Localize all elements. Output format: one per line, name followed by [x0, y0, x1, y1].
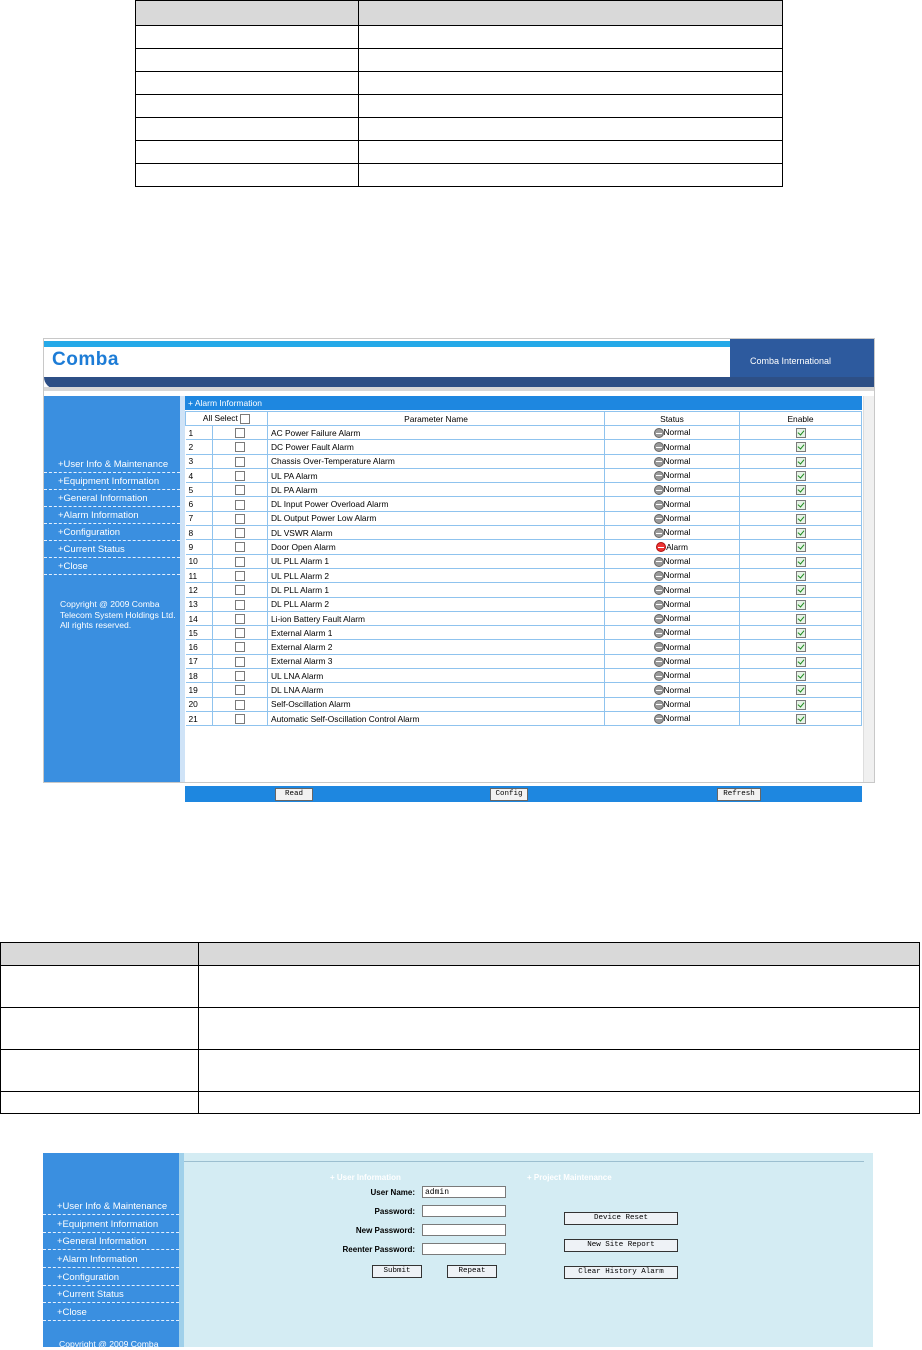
alarm-number: 7 — [186, 511, 213, 525]
normal-status-icon — [654, 700, 664, 710]
comba-logo: Comba — [52, 349, 119, 370]
sidebar-item-equipment[interactable]: +Equipment Information — [43, 1216, 179, 1233]
alarm-status: Normal — [663, 584, 691, 595]
normal-status-icon — [654, 557, 664, 567]
username-input[interactable]: admin — [422, 1186, 506, 1198]
sidebar-item-configuration[interactable]: +Configuration — [44, 524, 180, 541]
alarm-row — [186, 468, 862, 482]
alarm-select-checkbox[interactable] — [235, 528, 245, 538]
normal-status-icon — [654, 628, 664, 638]
normal-status-icon — [654, 428, 664, 438]
alarm-name: DC Power Fault Alarm — [268, 440, 605, 454]
alarm-status: Normal — [663, 527, 691, 538]
action-bar — [185, 786, 862, 802]
alarm-select-checkbox[interactable] — [235, 585, 245, 595]
clear-history-alarm-button[interactable]: Clear History Alarm — [564, 1266, 678, 1279]
alarm-select-checkbox[interactable] — [235, 642, 245, 652]
alarm-select-checkbox[interactable] — [235, 442, 245, 452]
normal-status-icon — [654, 585, 664, 595]
alarm-select-checkbox[interactable] — [235, 671, 245, 681]
normal-status-icon — [654, 514, 664, 524]
normal-status-icon — [654, 528, 664, 538]
alarm-row — [186, 426, 862, 440]
alarm-row — [186, 611, 862, 625]
alarm-name: Chassis Over-Temperature Alarm — [268, 454, 605, 468]
alarm-number: 21 — [186, 711, 213, 725]
alarm-status: Normal — [663, 498, 691, 509]
alarm-number: 3 — [186, 454, 213, 468]
alarm-name: External Alarm 2 — [268, 640, 605, 654]
normal-status-icon — [654, 714, 664, 724]
alarm-number: 12 — [186, 583, 213, 597]
username-label: User Name: — [370, 1188, 415, 1197]
alarm-status: Normal — [663, 627, 691, 638]
normal-status-icon — [654, 657, 664, 667]
all-select-checkbox[interactable] — [240, 414, 250, 424]
enable-checkbox[interactable] — [796, 671, 806, 681]
sidebar-2 — [43, 1153, 179, 1347]
normal-status-icon — [654, 457, 664, 467]
sidebar-item-configuration[interactable]: +Configuration — [43, 1269, 179, 1286]
alarm-row — [186, 511, 862, 525]
enable-checkbox[interactable] — [796, 557, 806, 567]
normal-status-icon — [654, 571, 664, 581]
reenter-password-label: Reenter Password: — [342, 1245, 415, 1254]
alarm-number: 15 — [186, 626, 213, 640]
alarm-name: AC Power Failure Alarm — [268, 426, 605, 440]
alarm-number: 16 — [186, 640, 213, 654]
alarm-status: Normal — [663, 684, 691, 695]
alarm-name: DL PA Alarm — [268, 483, 605, 497]
alarm-status: Normal — [663, 513, 691, 524]
submit-button[interactable]: Submit — [372, 1265, 422, 1278]
alarm-number: 20 — [186, 697, 213, 711]
alarm-number: 18 — [186, 669, 213, 683]
alarm-row — [186, 640, 862, 654]
refresh-button[interactable]: Refresh — [717, 788, 761, 801]
normal-status-icon — [654, 685, 664, 695]
alarm-status: Normal — [663, 455, 691, 466]
new-site-report-button[interactable]: New Site Report — [564, 1239, 678, 1252]
password-label: Password: — [374, 1207, 415, 1216]
corner-banner: Comba International — [730, 339, 874, 379]
alarm-select-checkbox[interactable] — [235, 714, 245, 724]
enable-checkbox[interactable] — [796, 500, 806, 510]
alarm-status: Normal — [663, 698, 691, 709]
enable-checkbox[interactable] — [796, 685, 806, 695]
alarm-number: 8 — [186, 526, 213, 540]
sidebar-item-general[interactable]: +General Information — [44, 490, 180, 507]
enable-checkbox[interactable] — [796, 485, 806, 495]
enable-checkbox[interactable] — [796, 700, 806, 710]
alarm-name: UL PLL Alarm 2 — [268, 568, 605, 582]
sidebar-item-close[interactable]: +Close — [43, 1304, 179, 1321]
alarm-select-checkbox[interactable] — [235, 500, 245, 510]
alarm-row — [186, 711, 862, 725]
sidebar-item-status[interactable]: +Current Status — [43, 1286, 179, 1303]
enable-checkbox[interactable] — [796, 642, 806, 652]
sidebar-item-user-info[interactable]: +User Info & Maintenance — [44, 456, 180, 473]
user-info-heading: + User Information — [330, 1173, 401, 1182]
alarm-status: Normal — [663, 656, 691, 666]
alarm-table — [185, 411, 862, 726]
alarm-select-checkbox[interactable] — [235, 542, 245, 552]
copyright: Copyright @ 2009 Comba Telecom System Holdings Ltd. All rights reserved. — [60, 599, 176, 630]
enable-checkbox[interactable] — [796, 471, 806, 481]
middle-table — [0, 942, 920, 1114]
normal-status-icon — [654, 671, 664, 681]
status-header: Status — [605, 412, 740, 426]
alarm-name: Door Open Alarm — [268, 540, 605, 554]
new-password-label: New Password: — [355, 1226, 415, 1235]
sidebar-item-alarm[interactable]: +Alarm Information — [44, 507, 180, 524]
alarm-status: Alarm — [666, 541, 688, 552]
alarm-status: Normal — [663, 670, 691, 681]
sidebar-item-status[interactable]: +Current Status — [44, 541, 180, 558]
alarm-row — [186, 697, 862, 711]
sidebar-item-close[interactable]: +Close — [44, 558, 180, 575]
alarm-name: DL Input Power Overload Alarm — [268, 497, 605, 511]
alarm-select-checkbox[interactable] — [235, 700, 245, 710]
alarm-status: Normal — [663, 613, 691, 624]
alarm-number: 11 — [186, 568, 213, 582]
normal-status-icon — [654, 485, 664, 495]
alarm-row — [186, 454, 862, 468]
alarm-status: Normal — [663, 641, 691, 652]
panel-title: + Alarm Information — [185, 396, 862, 410]
reenter-password-input[interactable] — [422, 1243, 506, 1255]
alarm-row — [186, 669, 862, 683]
sidebar-item-user-info[interactable]: +User Info & Maintenance — [43, 1198, 179, 1215]
alarm-row — [186, 540, 862, 554]
enable-checkbox[interactable] — [796, 442, 806, 452]
enable-checkbox[interactable] — [796, 457, 806, 467]
alarm-select-checkbox[interactable] — [235, 600, 245, 610]
alarm-select-checkbox[interactable] — [235, 657, 245, 667]
alarm-name: External Alarm 3 — [268, 654, 605, 668]
alarm-status: Normal — [663, 470, 691, 481]
enable-checkbox[interactable] — [796, 614, 806, 624]
alarm-select-checkbox[interactable] — [235, 571, 245, 581]
alarm-select-checkbox[interactable] — [235, 614, 245, 624]
alarm-number: 6 — [186, 497, 213, 511]
alarm-number: 13 — [186, 597, 213, 611]
alarm-number: 17 — [186, 654, 213, 668]
enable-checkbox[interactable] — [796, 571, 806, 581]
alarm-select-checkbox[interactable] — [235, 514, 245, 524]
normal-status-icon — [654, 614, 664, 624]
alarm-number: 4 — [186, 468, 213, 482]
alarm-status: Normal — [663, 441, 691, 452]
alarm-select-checkbox[interactable] — [235, 557, 245, 567]
copyright-partial: Copyright @ 2009 Comba — [59, 1339, 159, 1349]
alarm-number: 9 — [186, 540, 213, 554]
alarm-number: 14 — [186, 611, 213, 625]
enable-checkbox[interactable] — [796, 514, 806, 524]
alarm-number: 19 — [186, 683, 213, 697]
alarm-select-checkbox[interactable] — [235, 628, 245, 638]
alarm-status: Normal — [663, 713, 691, 724]
maintenance-screen — [43, 1153, 873, 1347]
alarm-select-checkbox[interactable] — [235, 428, 245, 438]
alarm-select-checkbox[interactable] — [235, 471, 245, 481]
enable-checkbox[interactable] — [796, 542, 806, 552]
alarm-row — [186, 683, 862, 697]
sidebar-item-equipment[interactable]: +Equipment Information — [44, 473, 180, 490]
new-password-input[interactable] — [422, 1224, 506, 1236]
alarm-row — [186, 583, 862, 597]
enable-checkbox[interactable] — [796, 714, 806, 724]
repeat-button[interactable]: Repeat — [447, 1265, 497, 1278]
alarm-name: DL LNA Alarm — [268, 683, 605, 697]
alarm-row — [186, 497, 862, 511]
top-table — [135, 0, 783, 187]
config-button[interactable]: Config — [490, 788, 528, 801]
alarm-number: 5 — [186, 483, 213, 497]
alarm-name: UL PA Alarm — [268, 468, 605, 482]
sidebar-item-general[interactable]: +General Information — [43, 1233, 179, 1250]
scrollbar[interactable] — [863, 396, 874, 782]
alarm-status: Normal — [663, 598, 691, 609]
enable-header: Enable — [740, 412, 862, 426]
alarm-status: Normal — [663, 427, 691, 438]
alarm-number: 10 — [186, 554, 213, 568]
enable-checkbox[interactable] — [796, 657, 806, 667]
alarm-name: Self-Oscillation Alarm — [268, 697, 605, 711]
sidebar-item-alarm[interactable]: +Alarm Information — [43, 1251, 179, 1268]
alarm-name: Automatic Self-Oscillation Control Alarm — [268, 711, 605, 725]
alarm-status: Normal — [663, 484, 691, 495]
alarm-row — [186, 568, 862, 582]
alarm-name: DL Output Power Low Alarm — [268, 511, 605, 525]
alarm-name: Li-ion Battery Fault Alarm — [268, 611, 605, 625]
alarm-row — [186, 440, 862, 454]
alarm-name: DL PLL Alarm 2 — [268, 597, 605, 611]
read-button[interactable]: Read — [275, 788, 313, 801]
alarm-status: Normal — [663, 555, 691, 566]
normal-status-icon — [654, 600, 664, 610]
alarm-select-checkbox[interactable] — [235, 457, 245, 467]
alarm-row — [186, 483, 862, 497]
normal-status-icon — [654, 471, 664, 481]
sidebar — [44, 396, 180, 782]
alarm-name: UL LNA Alarm — [268, 669, 605, 683]
alarm-row — [186, 626, 862, 640]
alarm-number: 2 — [186, 440, 213, 454]
alarm-row — [186, 526, 862, 540]
alarm-name: DL VSWR Alarm — [268, 526, 605, 540]
alarm-select-checkbox[interactable] — [235, 685, 245, 695]
alarm-name: DL PLL Alarm 1 — [268, 583, 605, 597]
enable-checkbox[interactable] — [796, 428, 806, 438]
project-heading: + Project Maintenance — [527, 1173, 612, 1182]
enable-checkbox[interactable] — [796, 600, 806, 610]
alarm-number: 1 — [186, 426, 213, 440]
alarm-row — [186, 597, 862, 611]
alarm-name: External Alarm 1 — [268, 626, 605, 640]
enable-checkbox[interactable] — [796, 628, 806, 638]
alarm-select-checkbox[interactable] — [235, 485, 245, 495]
normal-status-icon — [654, 642, 664, 652]
device-reset-button[interactable]: Device Reset — [564, 1212, 678, 1225]
normal-status-icon — [654, 442, 664, 452]
alarm-name: UL PLL Alarm 1 — [268, 554, 605, 568]
alarm-status: Normal — [663, 570, 691, 581]
alarm-row — [186, 554, 862, 568]
password-input[interactable] — [422, 1205, 506, 1217]
normal-status-icon — [654, 500, 664, 510]
alarm-status-icon — [656, 542, 666, 552]
param-header: Parameter Name — [268, 412, 605, 426]
alarm-row — [186, 654, 862, 668]
alarm-screen — [43, 338, 875, 798]
enable-checkbox[interactable] — [796, 585, 806, 595]
all-select-header: All Select — [186, 412, 268, 426]
enable-checkbox[interactable] — [796, 528, 806, 538]
